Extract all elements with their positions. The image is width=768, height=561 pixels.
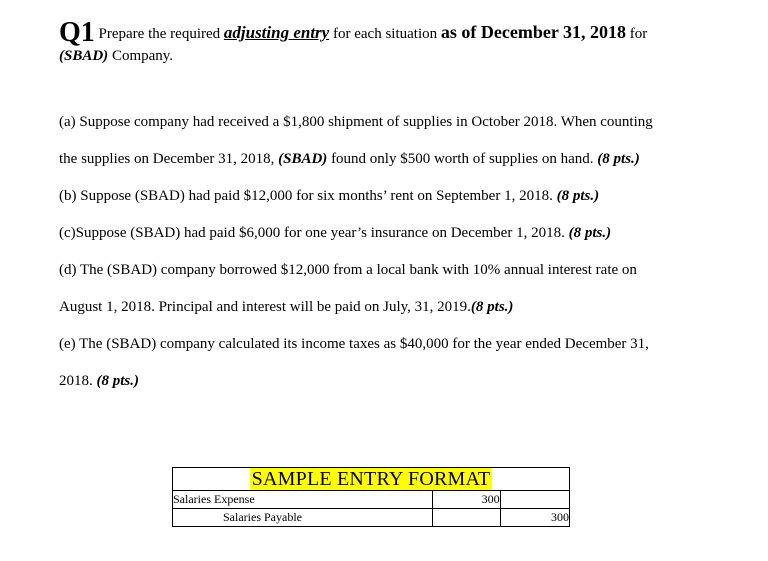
question-number: Q1 — [59, 17, 95, 48]
question-line-1 — [59, 17, 749, 48]
table-row — [173, 491, 570, 509]
table-row — [173, 509, 570, 527]
item-points: (8 pts.) — [96, 373, 139, 389]
item-a-line-1 — [59, 114, 653, 131]
item-text: the supplies on December 31, 2018, — [59, 151, 275, 167]
item-c — [59, 225, 611, 242]
sample-title: SAMPLE ENTRY FORMAT — [251, 468, 491, 490]
item-d-line-1 — [59, 262, 637, 279]
header-prefix: Prepare the required — [98, 26, 221, 42]
header-suffix: for — [629, 26, 648, 42]
question-header — [59, 17, 749, 66]
item-e-line-2 — [59, 373, 139, 390]
item-points: (8 pts.) — [597, 151, 640, 167]
item-text: (c)Suppose (SBAD) had paid $6,000 for one year’s insurance on December 1, 2018. — [59, 225, 565, 241]
item-a-line-2 — [59, 151, 640, 168]
sample-title-cell — [173, 468, 570, 491]
item-text: August 1, 2018. Principal and interest will be paid on July, 31, 2019. — [59, 299, 471, 315]
debit-cell — [433, 509, 501, 527]
item-points: (8 pts.) — [556, 188, 600, 204]
item-text: (e) The (SBAD) company calculated its income taxes as $40,000 for the year ended December 31, — [59, 336, 649, 352]
account-cell: Salaries Payable — [173, 509, 433, 527]
item-points: (8 pts.) — [568, 225, 612, 241]
header-date: as of December 31, 2018 — [440, 22, 626, 42]
item-text: found only $500 worth of supplies on hand. — [331, 151, 594, 167]
item-text: 2018. — [59, 373, 93, 389]
account-cell: Salaries Expense — [173, 491, 433, 509]
item-b — [59, 188, 599, 205]
header-emphasis: adjusting entry — [223, 23, 330, 42]
item-text: (d) The (SBAD) company borrowed $12,000 from a local bank with 10% annual interest rate on — [59, 262, 637, 278]
item-d-line-2 — [59, 299, 513, 316]
debit-cell: 300 — [433, 491, 501, 509]
item-e-line-1 — [59, 336, 649, 353]
credit-cell: 300 — [500, 509, 569, 527]
item-points: (8 pts.) — [470, 299, 514, 315]
credit-cell — [500, 491, 569, 509]
item-company: (SBAD) — [278, 151, 328, 167]
question-line-2 — [59, 46, 749, 66]
item-text: (a) Suppose company had received a $1,800 shipment of supplies in October 2018. When counting — [59, 114, 653, 130]
sample-entry-table — [172, 467, 570, 527]
header-company: (SBAD) — [59, 48, 109, 64]
header-mid: for each situation — [332, 26, 438, 42]
header-company-suffix: Company. — [111, 48, 174, 64]
item-text: (b) Suppose (SBAD) had paid $12,000 for six months’ rent on September 1, 2018. — [59, 188, 553, 204]
